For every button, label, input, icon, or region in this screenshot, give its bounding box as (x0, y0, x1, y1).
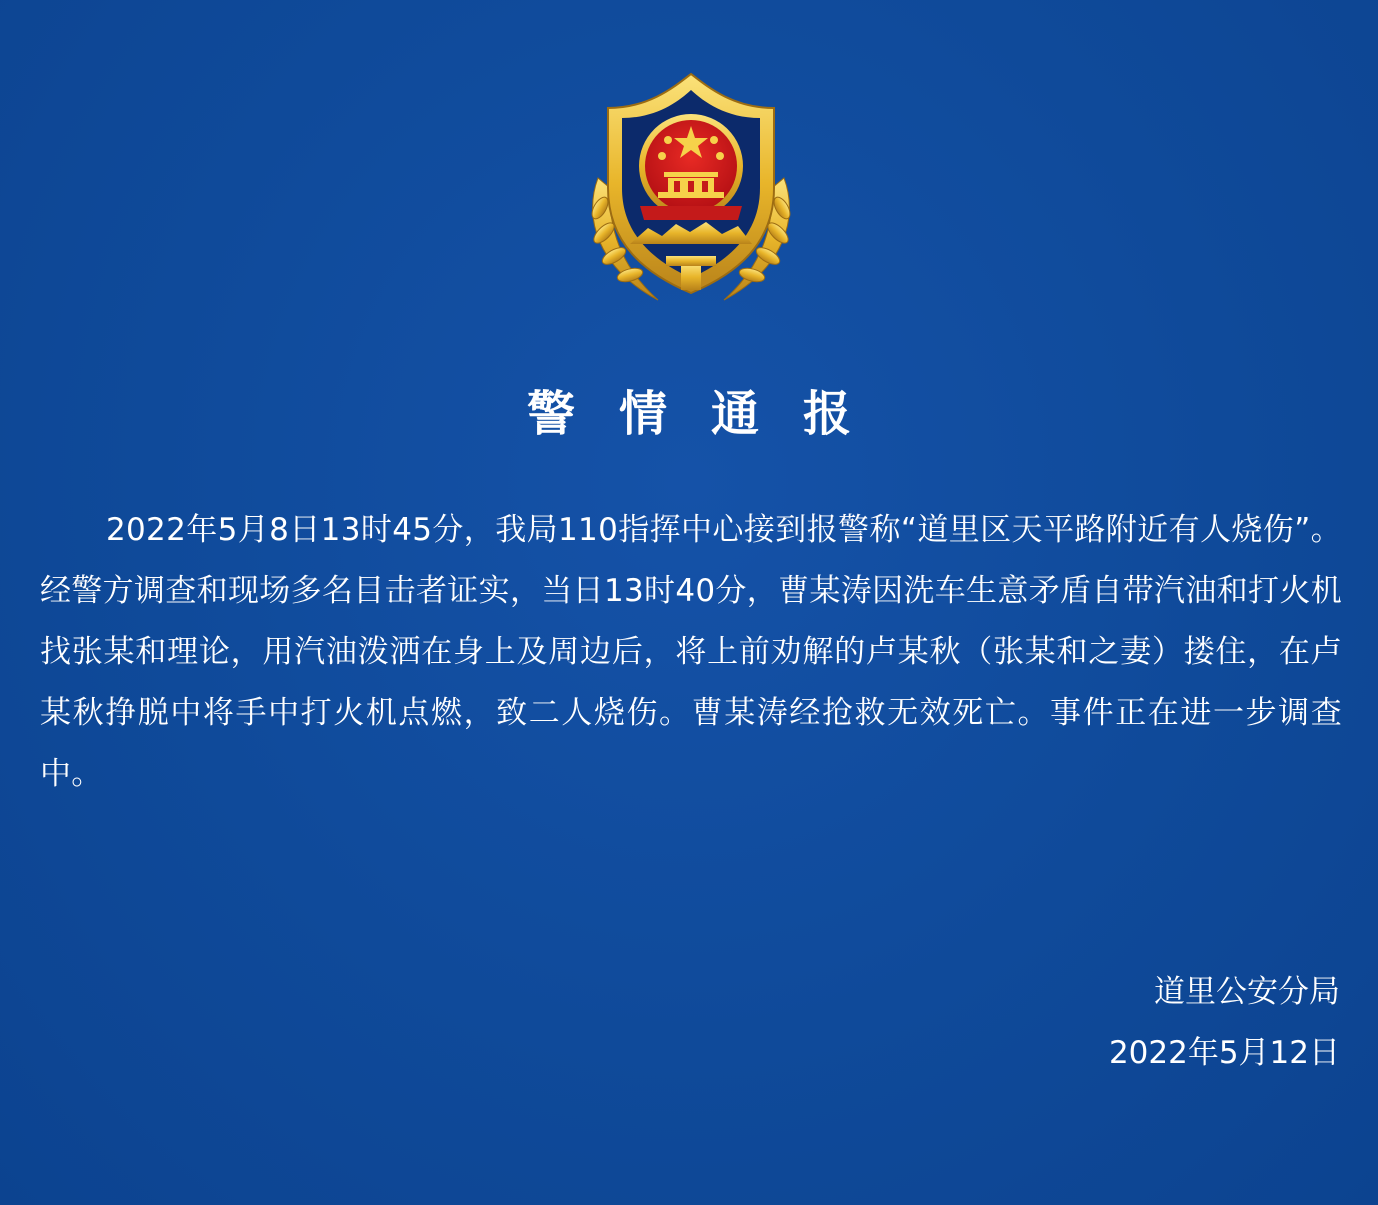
police-emblem-icon (578, 68, 804, 312)
notice-title: 警情通报 (526, 386, 895, 442)
notice-body: 2022年5月8日13时45分，我局110指挥中心接到报警称“道里区天平路附近有人烧伤”。经警方调查和现场多名目击者证实，当日13时40分，曹某涛因洗车生意矛盾自带汽油和打火机找张某和理论，用汽油泼洒在身上及周边后，将上前劝解的卢某秋（张某和之妻）搂住，在卢某秋挣脱中将手中打火机点燃，致二人烧伤。曹某涛经抢救无效死亡。事件正在进一步调查中。 (40, 512, 1342, 792)
issuer-name: 道里公安分局 (1154, 974, 1340, 1010)
signature-block (1109, 962, 1340, 1084)
issue-date: 2022年5月12日 (1108, 1035, 1340, 1071)
